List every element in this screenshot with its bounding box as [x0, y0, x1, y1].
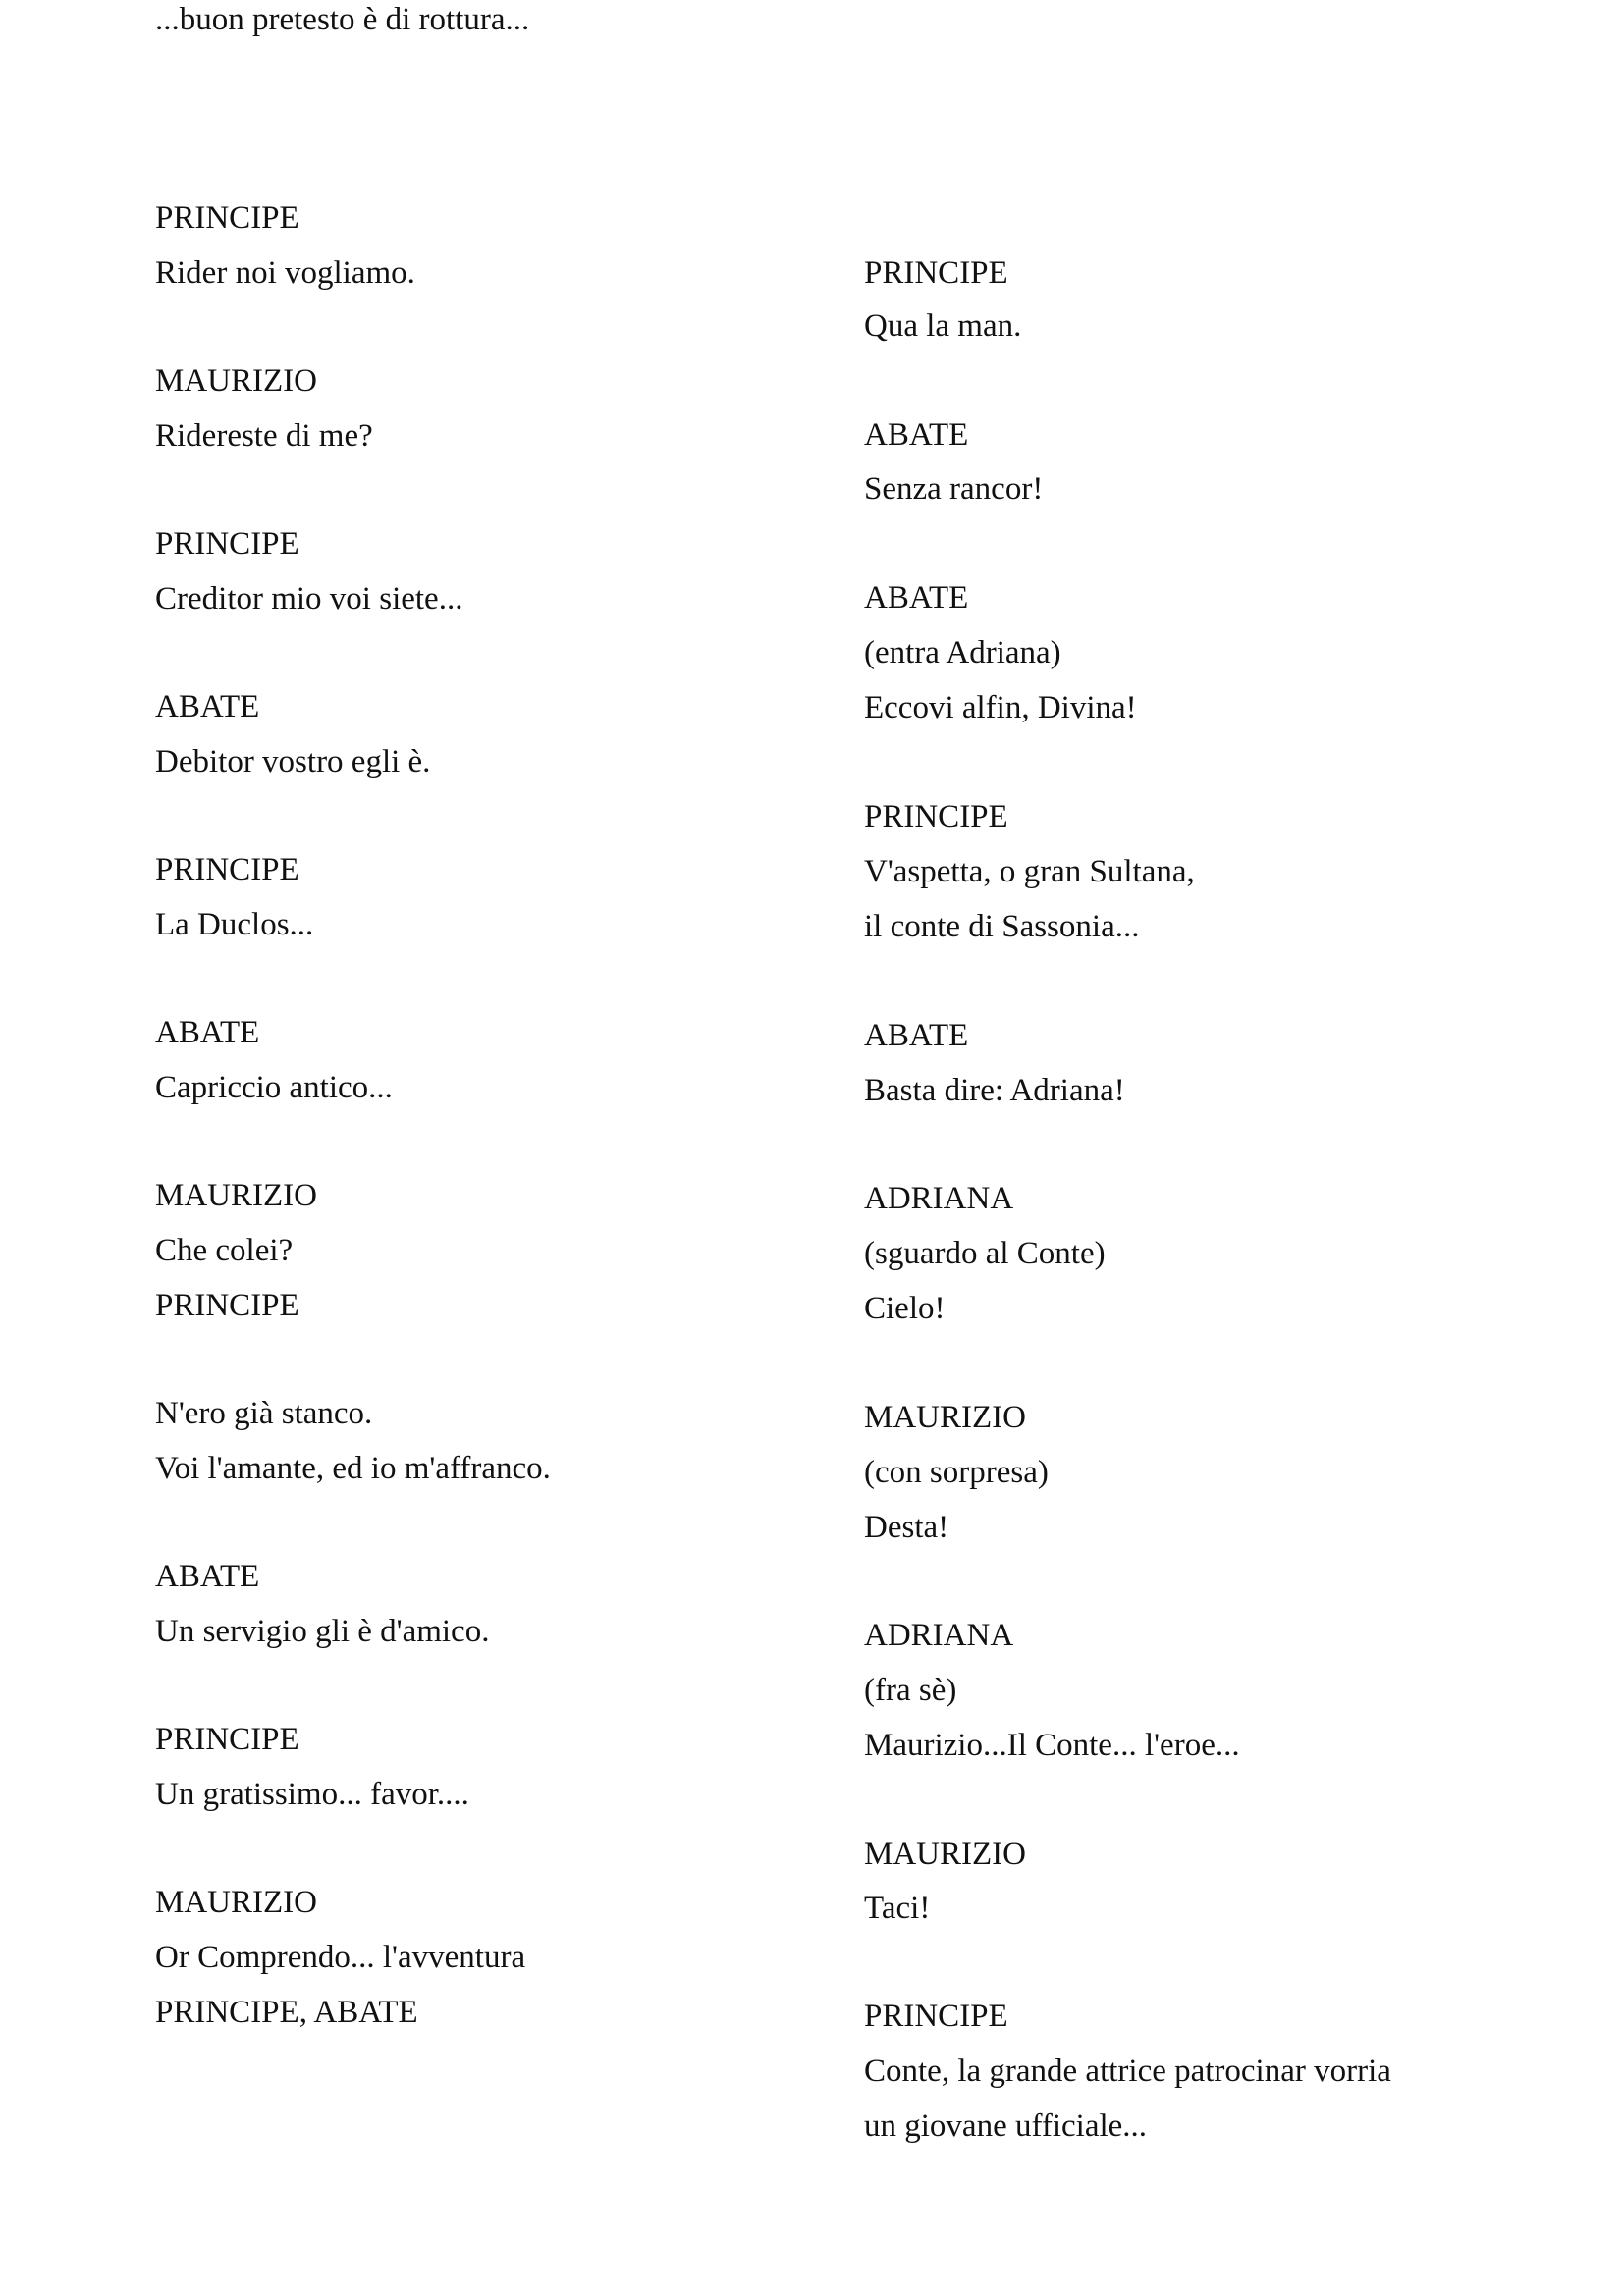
dialogue-line: Conte, la grande attrice patrocinar vorria: [864, 2054, 1391, 2089]
speaker-name: ADRIANA: [864, 1181, 1014, 1216]
speaker-name: PRINCIPE: [155, 1722, 299, 1757]
speaker-name: MAURIZIO: [155, 1885, 317, 1920]
dialogue-line: il conte di Sassonia...: [864, 909, 1140, 944]
dialogue-line: Che colei?: [155, 1233, 294, 1268]
dialogue-line: V'aspetta, o gran Sultana,: [864, 854, 1195, 889]
dialogue-line: Un gratissimo... favor....: [155, 1777, 469, 1812]
speaker-name: PRINCIPE: [155, 852, 299, 887]
dialogue-line: Taci!: [864, 1891, 931, 1926]
speaker-name: MAURIZIO: [864, 1837, 1026, 1872]
dialogue-line: Un servigio gli è d'amico.: [155, 1614, 490, 1649]
dialogue-line: Basta dire: Adriana!: [864, 1073, 1125, 1108]
speaker-name: PRINCIPE: [155, 526, 299, 561]
dialogue-line: Eccovi alfin, Divina!: [864, 690, 1137, 725]
speaker-name: ABATE: [864, 1018, 969, 1053]
dialogue-line: Capriccio antico...: [155, 1070, 393, 1105]
dialogue-line: Voi l'amante, ed io m'affranco.: [155, 1451, 551, 1486]
dialogue-line: Or Comprendo... l'avventura: [155, 1940, 526, 1975]
dialogue-line: N'ero già stanco.: [155, 1396, 373, 1431]
speaker-name: PRINCIPE: [155, 1288, 299, 1323]
speaker-name: ABATE: [155, 1559, 260, 1594]
speaker-name: MAURIZIO: [155, 363, 317, 399]
dialogue-line: Ridereste di me?: [155, 418, 373, 454]
dialogue-line: Cielo!: [864, 1291, 946, 1326]
dialogue-line: Maurizio...Il Conte... l'eroe...: [864, 1728, 1240, 1763]
dialogue-line: (sguardo al Conte): [864, 1236, 1106, 1271]
speaker-name: ADRIANA: [864, 1618, 1014, 1653]
dialogue-line: (entra Adriana): [864, 635, 1061, 670]
speaker-name: PRINCIPE: [864, 1999, 1008, 2034]
dialogue-line: La Duclos...: [155, 907, 314, 942]
speaker-name: ABATE: [155, 1015, 260, 1050]
speaker-name: PRINCIPE: [155, 200, 299, 236]
dialogue-line: ...buon pretesto è di rottura...: [155, 2, 530, 37]
dialogue-line: (con sorpresa): [864, 1455, 1049, 1490]
speaker-name: PRINCIPE: [864, 255, 1008, 291]
speaker-name: ABATE: [864, 580, 969, 615]
dialogue-line: un giovane ufficiale...: [864, 2109, 1148, 2144]
speaker-name: ABATE: [155, 689, 260, 724]
dialogue-line: (fra sè): [864, 1673, 957, 1708]
speaker-name: MAURIZIO: [155, 1178, 317, 1213]
speaker-name: MAURIZIO: [864, 1400, 1026, 1435]
dialogue-line: Desta!: [864, 1510, 949, 1545]
dialogue-line: Rider noi vogliamo.: [155, 255, 415, 291]
dialogue-line: Senza rancor!: [864, 471, 1044, 507]
speaker-name: PRINCIPE: [864, 799, 1008, 834]
dialogue-line: Debitor vostro egli è.: [155, 744, 431, 779]
speaker-name: PRINCIPE, ABATE: [155, 1995, 418, 2030]
speaker-name: ABATE: [864, 417, 969, 453]
dialogue-line: Creditor mio voi siete...: [155, 581, 463, 616]
dialogue-line: Qua la man.: [864, 308, 1022, 344]
